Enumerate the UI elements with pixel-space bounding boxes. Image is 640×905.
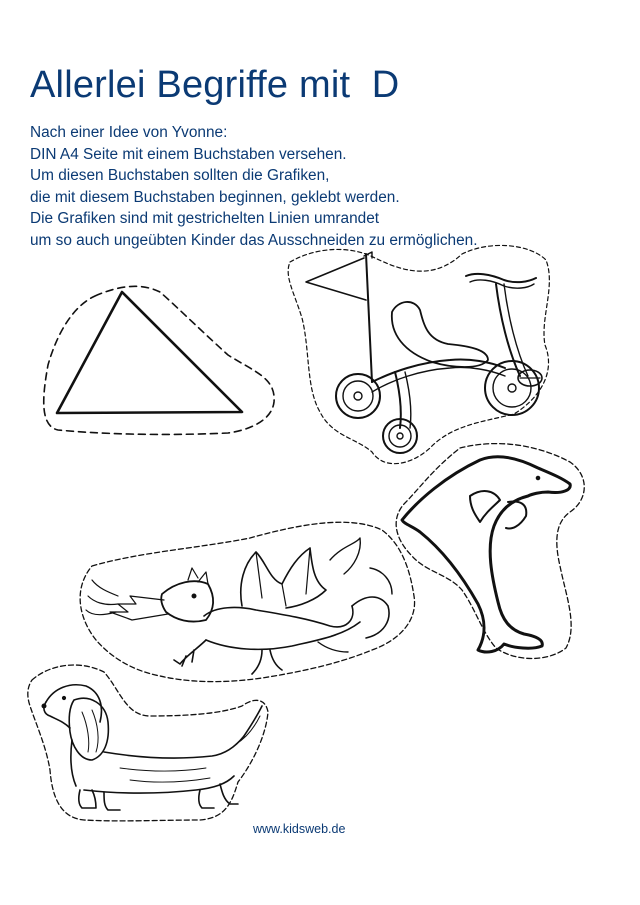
tricycle-icon [288,245,549,463]
intro-line: die mit diesem Buchstaben beginnen, geklebt werden. [30,188,400,206]
dragon-icon [80,522,414,681]
intro-line: Nach einer Idee von Yvonne: [30,124,228,141]
dolphin-icon [396,444,584,659]
footer-url[interactable]: www.kidsweb.de [253,822,346,836]
page-title: Allerlei Begriffe mit D [30,64,400,106]
dachshund-icon [28,665,268,821]
intro-line: DIN A4 Seite mit einem Buchstaben versehen. [30,145,347,163]
intro-line: Um diesen Buchstaben sollten die Grafiken, [30,167,330,184]
intro-line: um so auch ungeübten Kinder das Ausschneiden zu ermöglichen. [30,231,478,249]
triangle-icon [44,286,274,434]
intro-line: Die Grafiken sind mit gestrichelten Linien umrandet [30,210,380,227]
